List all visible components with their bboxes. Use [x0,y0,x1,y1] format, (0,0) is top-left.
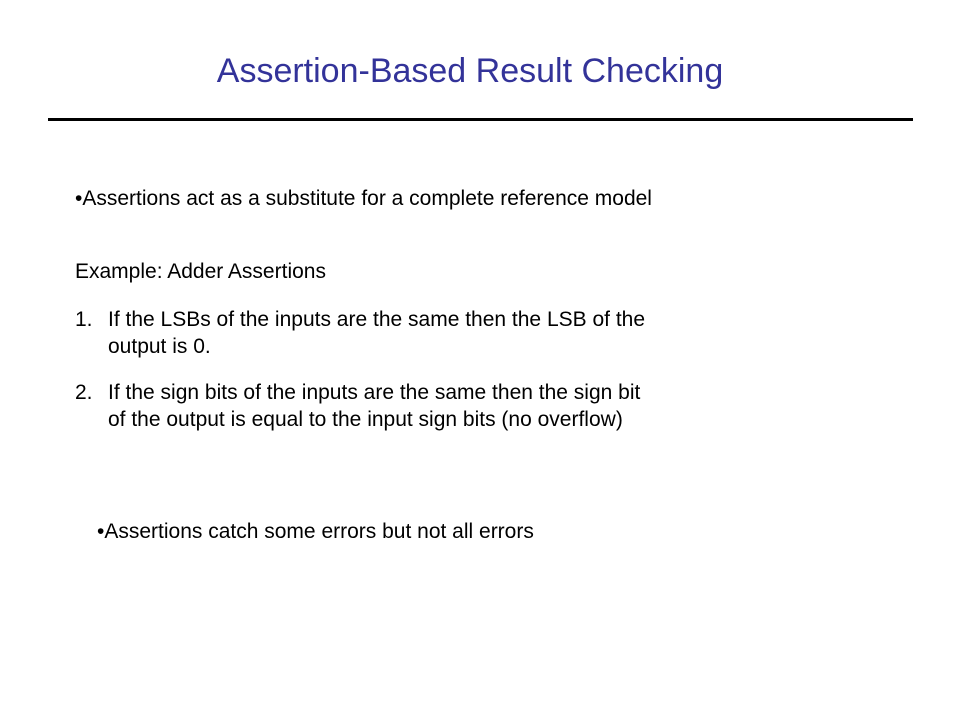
assertion-item-2 [75,379,645,433]
bullet-reference-model: •Assertions act as a substitute for a complete reference model [75,187,652,210]
assertion-item-text: output is 0. [108,335,211,358]
example-heading: Example: Adder Assertions [75,260,326,283]
assertion-item-text: If the LSBs of the inputs are the same then the LSB of the [108,308,646,331]
slide-title: Assertion-Based Result Checking [216,52,724,90]
assertion-item-text: of the output is equal to the input sign bits (no overflow) [108,408,623,431]
bullet-errors: •Assertions catch some errors but not all errors [97,520,534,543]
assertion-item-1 [75,306,645,360]
assertion-list [75,306,645,452]
assertion-item-text: If the sign bits of the inputs are the same then the sign bit [108,381,641,404]
title-divider [48,118,913,121]
assertion-item-number: 1. [75,308,93,331]
assertion-item-number: 2. [75,381,93,404]
